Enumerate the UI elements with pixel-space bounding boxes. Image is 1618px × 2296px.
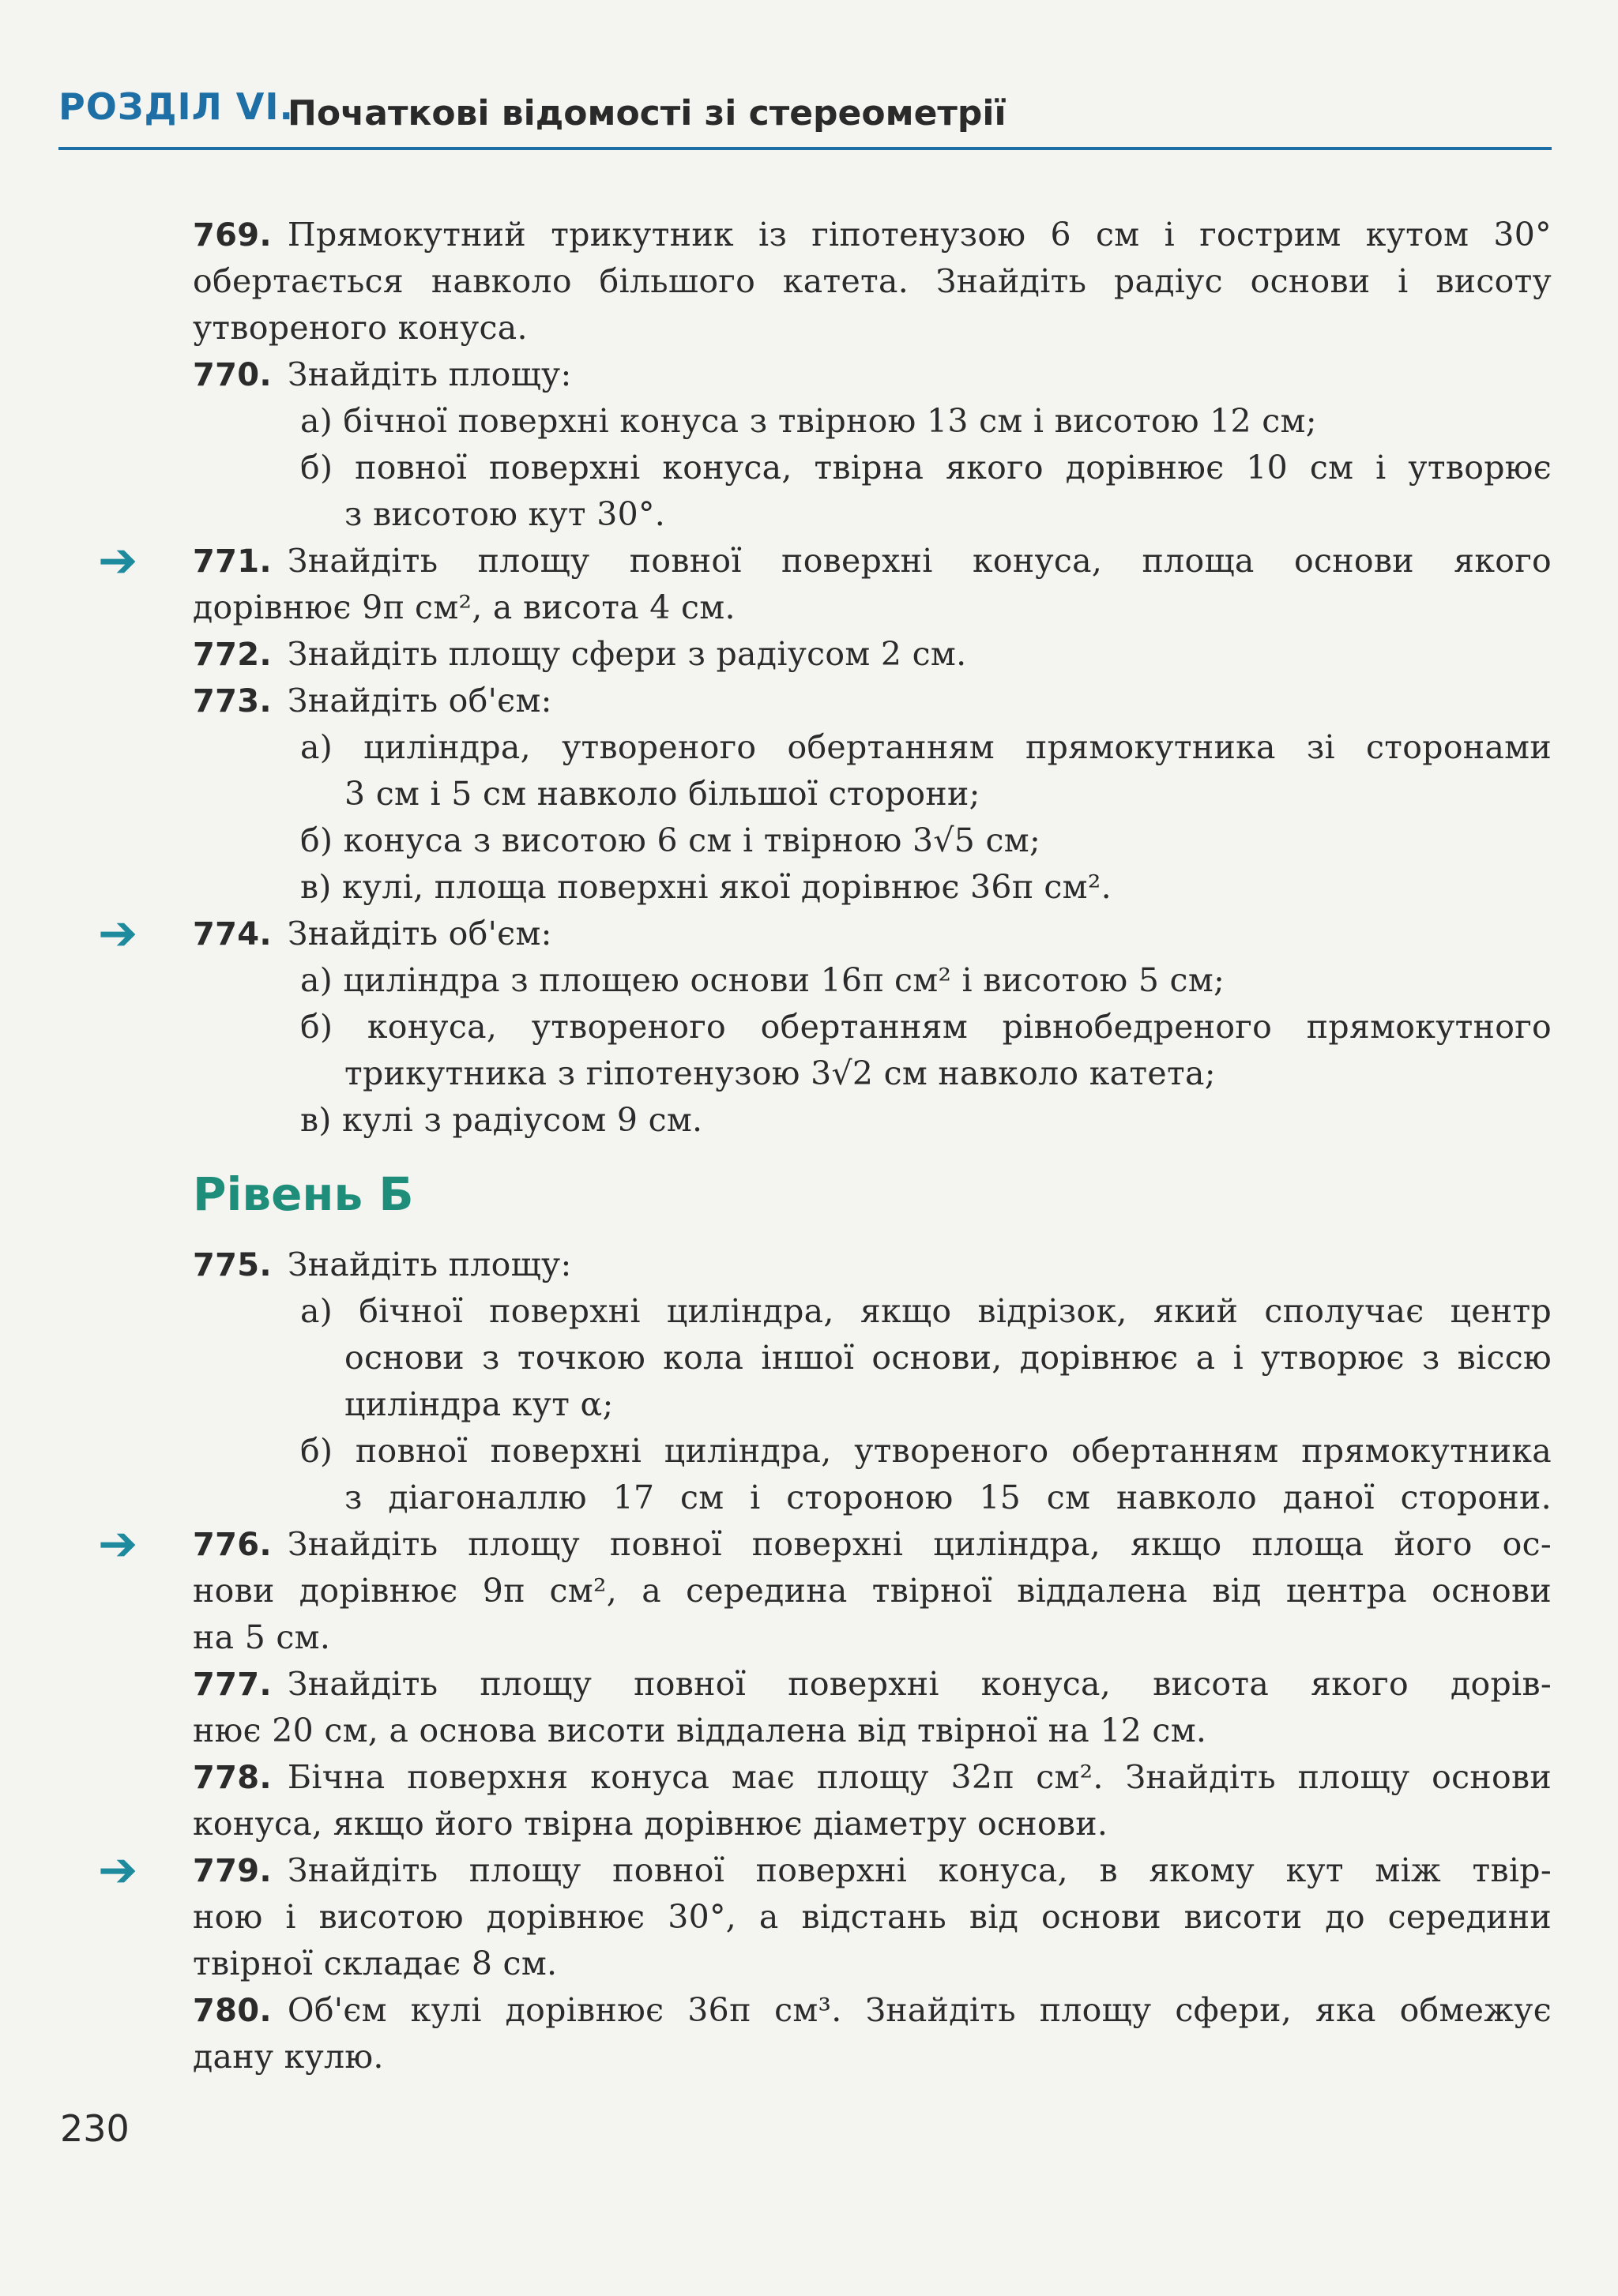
subitem-text-line: 3 см і 5 см навколо більшої сторони; [344,775,980,813]
arrow-marker-icon: ➔ [98,906,138,961]
exercise-text-line: на 5 см. [193,1618,331,1656]
exercise-text: Знайдіть площу: [287,1246,572,1283]
exercise-text-line: утвореного конуса. [193,309,528,347]
exercise-774 [98,906,1552,961]
exercise-773 [193,678,1552,724]
exercise-text-line: дорівнює 9π см², а висота 4 см. [193,588,736,626]
exercise-text-line: конуса, якщо його твірна дорівнює діаметру основи. [193,1805,1108,1843]
exercise-number: 775. [193,1247,272,1283]
exercise-number: 772. [193,637,272,673]
exercise-list [98,212,1552,2080]
exercise-text-line: нює 20 см, а основа висоти віддалена від твірної на 12 см. [193,1712,1207,1749]
exercise-777 [193,1661,1552,1708]
exercise-text-line: ною і висотою дорівнює 30°, а відстань від основи висоти до середини [193,1898,1552,1936]
exercise-text: Знайдіть площу сфери з радіусом 2 см. [287,635,967,673]
subitem-text-line: а) циліндра з площею основи 16π см² і висотою 5 см; [300,961,1225,999]
exercise-text-line: нови дорівнює 9π см², а середина твірної віддалена від центра основи [193,1572,1552,1610]
subitem-text-line: а) бічної поверхні циліндра, якщо відрізок, який сполучає центр [300,1292,1552,1330]
chapter-title: Початкові відомості зі стереометрії [288,93,1007,133]
exercise-text-line: дану кулю. [193,2038,384,2076]
exercise-text: Знайдіть об'єм: [287,915,552,953]
exercise-text: Знайдіть площу повної поверхні конуса, в якому кут між твір- [287,1851,1552,1889]
exercise-number: 778. [193,1760,272,1796]
subitem-text-line: з висотою кут 30°. [344,495,666,533]
exercise-text: Бічна поверхня конуса має площу 32π см². Знайдіть площу основи [287,1758,1552,1796]
arrow-marker-icon: ➔ [98,1516,138,1572]
subitem-text-line: а) циліндра, утвореного обертанням прямокутника зі сторонами [300,728,1552,766]
exercise-text-line: обертається навколо більшого катета. Знайдіть радіус основи і висоту [193,262,1552,300]
exercise-778 [193,1754,1552,1801]
subitem-text-line: основи з точкою кола іншої основи, дорівнює a і утворює з віссю [344,1339,1552,1377]
subitem-text-line: б) конуса, утвореного обертанням рівнобедреного прямокутного [300,1008,1552,1046]
chapter-header [58,76,1552,150]
page-number: 230 [60,2107,130,2150]
subitem-text-line: б) конуса з висотою 6 см і твірною 3√5 см; [300,821,1041,859]
exercise-771 [98,533,1552,588]
exercise-text: Знайдіть площу: [287,355,572,393]
exercise-770 [193,351,1552,398]
arrow-marker-icon: ➔ [98,533,138,588]
exercise-769 [193,212,1552,258]
exercise-number: 779. [193,1853,272,1889]
subitem-text-line: трикутника з гіпотенузою 3√2 см навколо катета; [344,1054,1216,1092]
exercise-772 [193,631,1552,678]
subitem-text-line: в) кулі з радіусом 9 см. [300,1101,703,1139]
exercise-number: 770. [193,357,272,393]
exercise-775 [193,1242,1552,1288]
subitem-text-line: а) бічної поверхні конуса з твірною 13 см і висотою 12 см; [300,402,1317,440]
exercise-text: Прямокутний трикутник із гіпотенузою 6 см і гострим кутом 30° [287,216,1552,254]
exercise-number: 774. [193,916,272,953]
exercise-776 [98,1516,1552,1572]
exercise-text: Знайдіть площу повної поверхні циліндра, якщо площа його ос- [287,1525,1552,1563]
exercise-text-line: твірної складає 8 см. [193,1945,558,1982]
exercise-number: 776. [193,1527,272,1563]
section-label: РОЗДІЛ VI. [58,85,294,128]
exercise-number: 773. [193,683,272,720]
subitem-text-line: в) кулі, площа поверхні якої дорівнює 36π см². [300,868,1112,906]
exercise-number: 771. [193,543,272,580]
subitem-text-line: циліндра кут α; [344,1385,614,1423]
subitem-text-line: з діагоналлю 17 см і стороною 15 см навколо даної сторони. [344,1479,1552,1516]
exercise-text: Об'єм кулі дорівнює 36π см³. Знайдіть площу сфери, яка обмежує [287,1991,1552,2029]
exercise-780 [193,1987,1552,2034]
exercise-text: Знайдіть площу повної поверхні конуса, площа основи якого [287,542,1552,580]
exercise-number: 780. [193,1993,272,2029]
exercise-number: 769. [193,217,272,254]
arrow-marker-icon: ➔ [98,1843,138,1898]
subitem-text-line: б) повної поверхні конуса, твірна якого дорівнює 10 см і утворює [300,449,1552,487]
exercise-text: Знайдіть об'єм: [287,682,552,720]
exercise-text: Знайдіть площу повної поверхні конуса, висота якого дорів- [287,1665,1552,1703]
exercise-779 [98,1843,1552,1898]
subitem-text-line: б) повної поверхні циліндра, утвореного обертанням прямокутника [300,1432,1552,1470]
level-heading: Рівень Б [193,1167,414,1221]
exercise-number: 777. [193,1667,272,1703]
